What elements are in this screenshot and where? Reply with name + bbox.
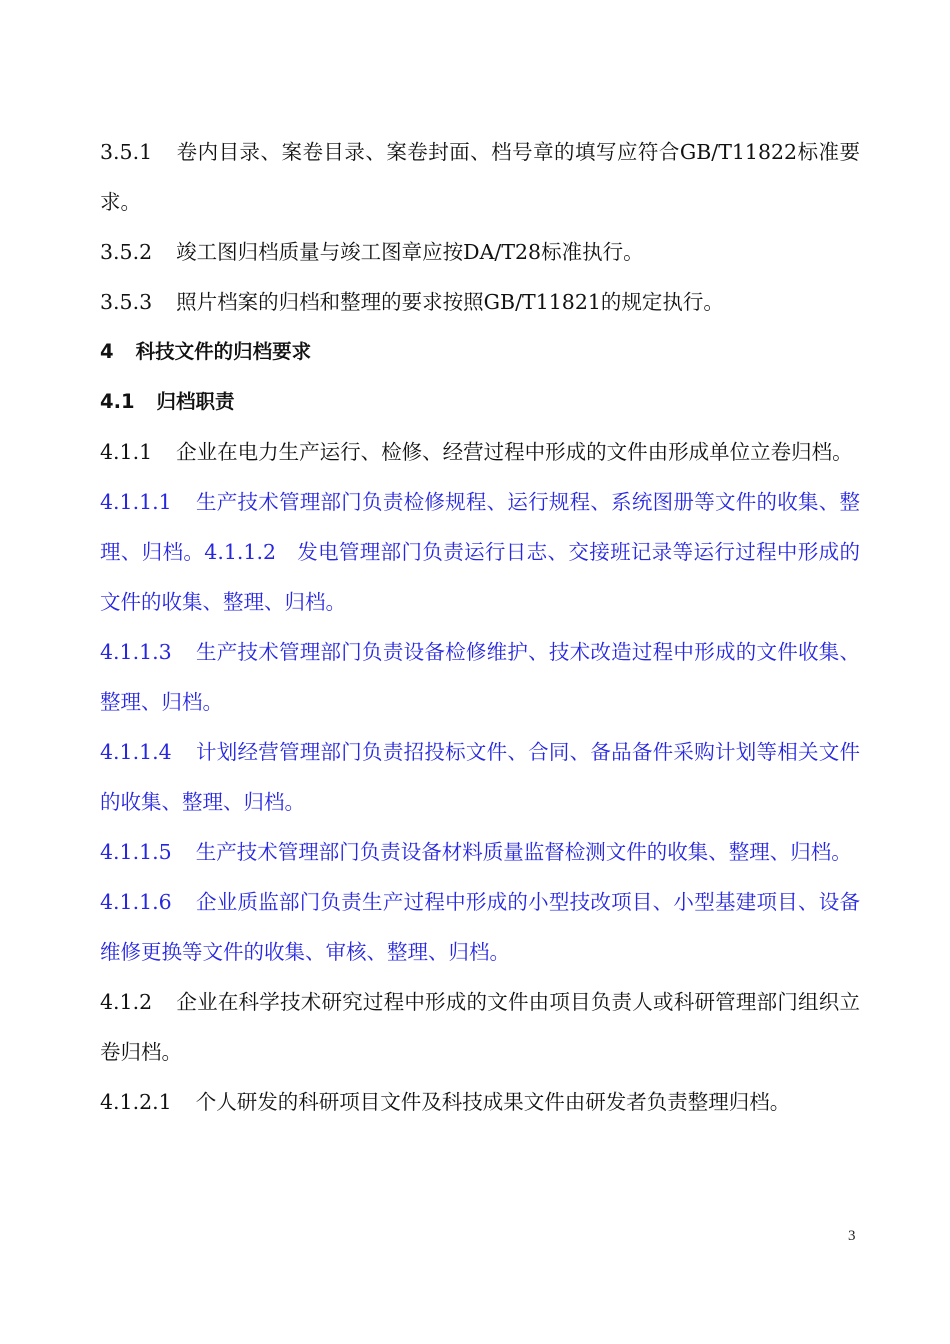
- clause-4-1-1-1: [100, 477, 860, 627]
- clause-text: 企业在电力生产运行、检修、经营过程中形成的文件由形成单位立卷归档。: [176, 440, 853, 464]
- clause-3-5-1: [100, 127, 860, 227]
- clause-4-1-1-4: [100, 727, 860, 827]
- clause-4-1-2: [100, 977, 860, 1077]
- section-title: 归档职责: [156, 390, 235, 413]
- document-body: [100, 127, 860, 1127]
- page-number: 3: [848, 1228, 856, 1244]
- clause-text: 卷内目录、案卷目录、案卷封面、档号章的填写应符合GB/T11822标准要求。: [100, 140, 860, 214]
- section-heading-4: [100, 327, 860, 377]
- clause-number: 4.1.1.6: [100, 890, 172, 914]
- clause-number: 3.5.3: [100, 290, 153, 314]
- section-heading-4-1: [100, 377, 860, 427]
- clause-number: 4.1.2.1: [100, 1090, 172, 1114]
- clause-number: 3.5.2: [100, 240, 153, 264]
- clause-4-1-1-3: [100, 627, 860, 727]
- section-title: 科技文件的归档要求: [135, 340, 312, 363]
- clause-3-5-3: [100, 277, 860, 327]
- clause-text: 竣工图归档质量与竣工图章应按DA/T28标准执行。: [176, 240, 644, 264]
- clause-4-1-2-1: [100, 1077, 860, 1127]
- clause-text: 生产技术管理部门负责设备检修维护、技术改造过程中形成的文件收集、整理、归档。: [100, 640, 860, 714]
- clause-number: 4.1.1.5: [100, 840, 172, 864]
- clause-3-5-2: [100, 227, 860, 277]
- section-number: 4.1: [100, 390, 135, 413]
- clause-text: 计划经营管理部门负责招投标文件、合同、备品备件采购计划等相关文件的收集、整理、归档。: [100, 740, 860, 814]
- clause-number: 4.1.1.3: [100, 640, 172, 664]
- clause-4-1-1: [100, 427, 860, 477]
- clause-number: 4.1.1: [100, 440, 153, 464]
- clause-text: 企业质监部门负责生产过程中形成的小型技改项目、小型基建项目、设备维修更换等文件的收集、审核、整理、归档。: [100, 890, 860, 964]
- clause-text: 企业在科学技术研究过程中形成的文件由项目负责人或科研管理部门组织立卷归档。: [100, 990, 860, 1064]
- clause-4-1-1-6: [100, 877, 860, 977]
- clause-4-1-1-5: [100, 827, 860, 877]
- clause-text: 生产技术管理部门负责设备材料质量监督检测文件的收集、整理、归档。: [195, 840, 852, 864]
- clause-number: 4.1.2: [100, 990, 153, 1014]
- clause-text: 个人研发的科研项目文件及科技成果文件由研发者负责整理归档。: [195, 1090, 791, 1114]
- clause-number: 3.5.1: [100, 140, 153, 164]
- clause-text: 照片档案的归档和整理的要求按照GB/T11821的规定执行。: [176, 290, 724, 314]
- section-number: 4: [100, 340, 114, 363]
- clause-text: 生产技术管理部门负责检修规程、运行规程、系统图册等文件的收集、整理、归档。4.1.1.2 发电管理部门负责运行日志、交接班记录等运行过程中形成的文件的收集、整理、归档。: [100, 490, 860, 614]
- clause-number: 4.1.1.1: [100, 490, 172, 514]
- clause-number: 4.1.1.4: [100, 740, 172, 764]
